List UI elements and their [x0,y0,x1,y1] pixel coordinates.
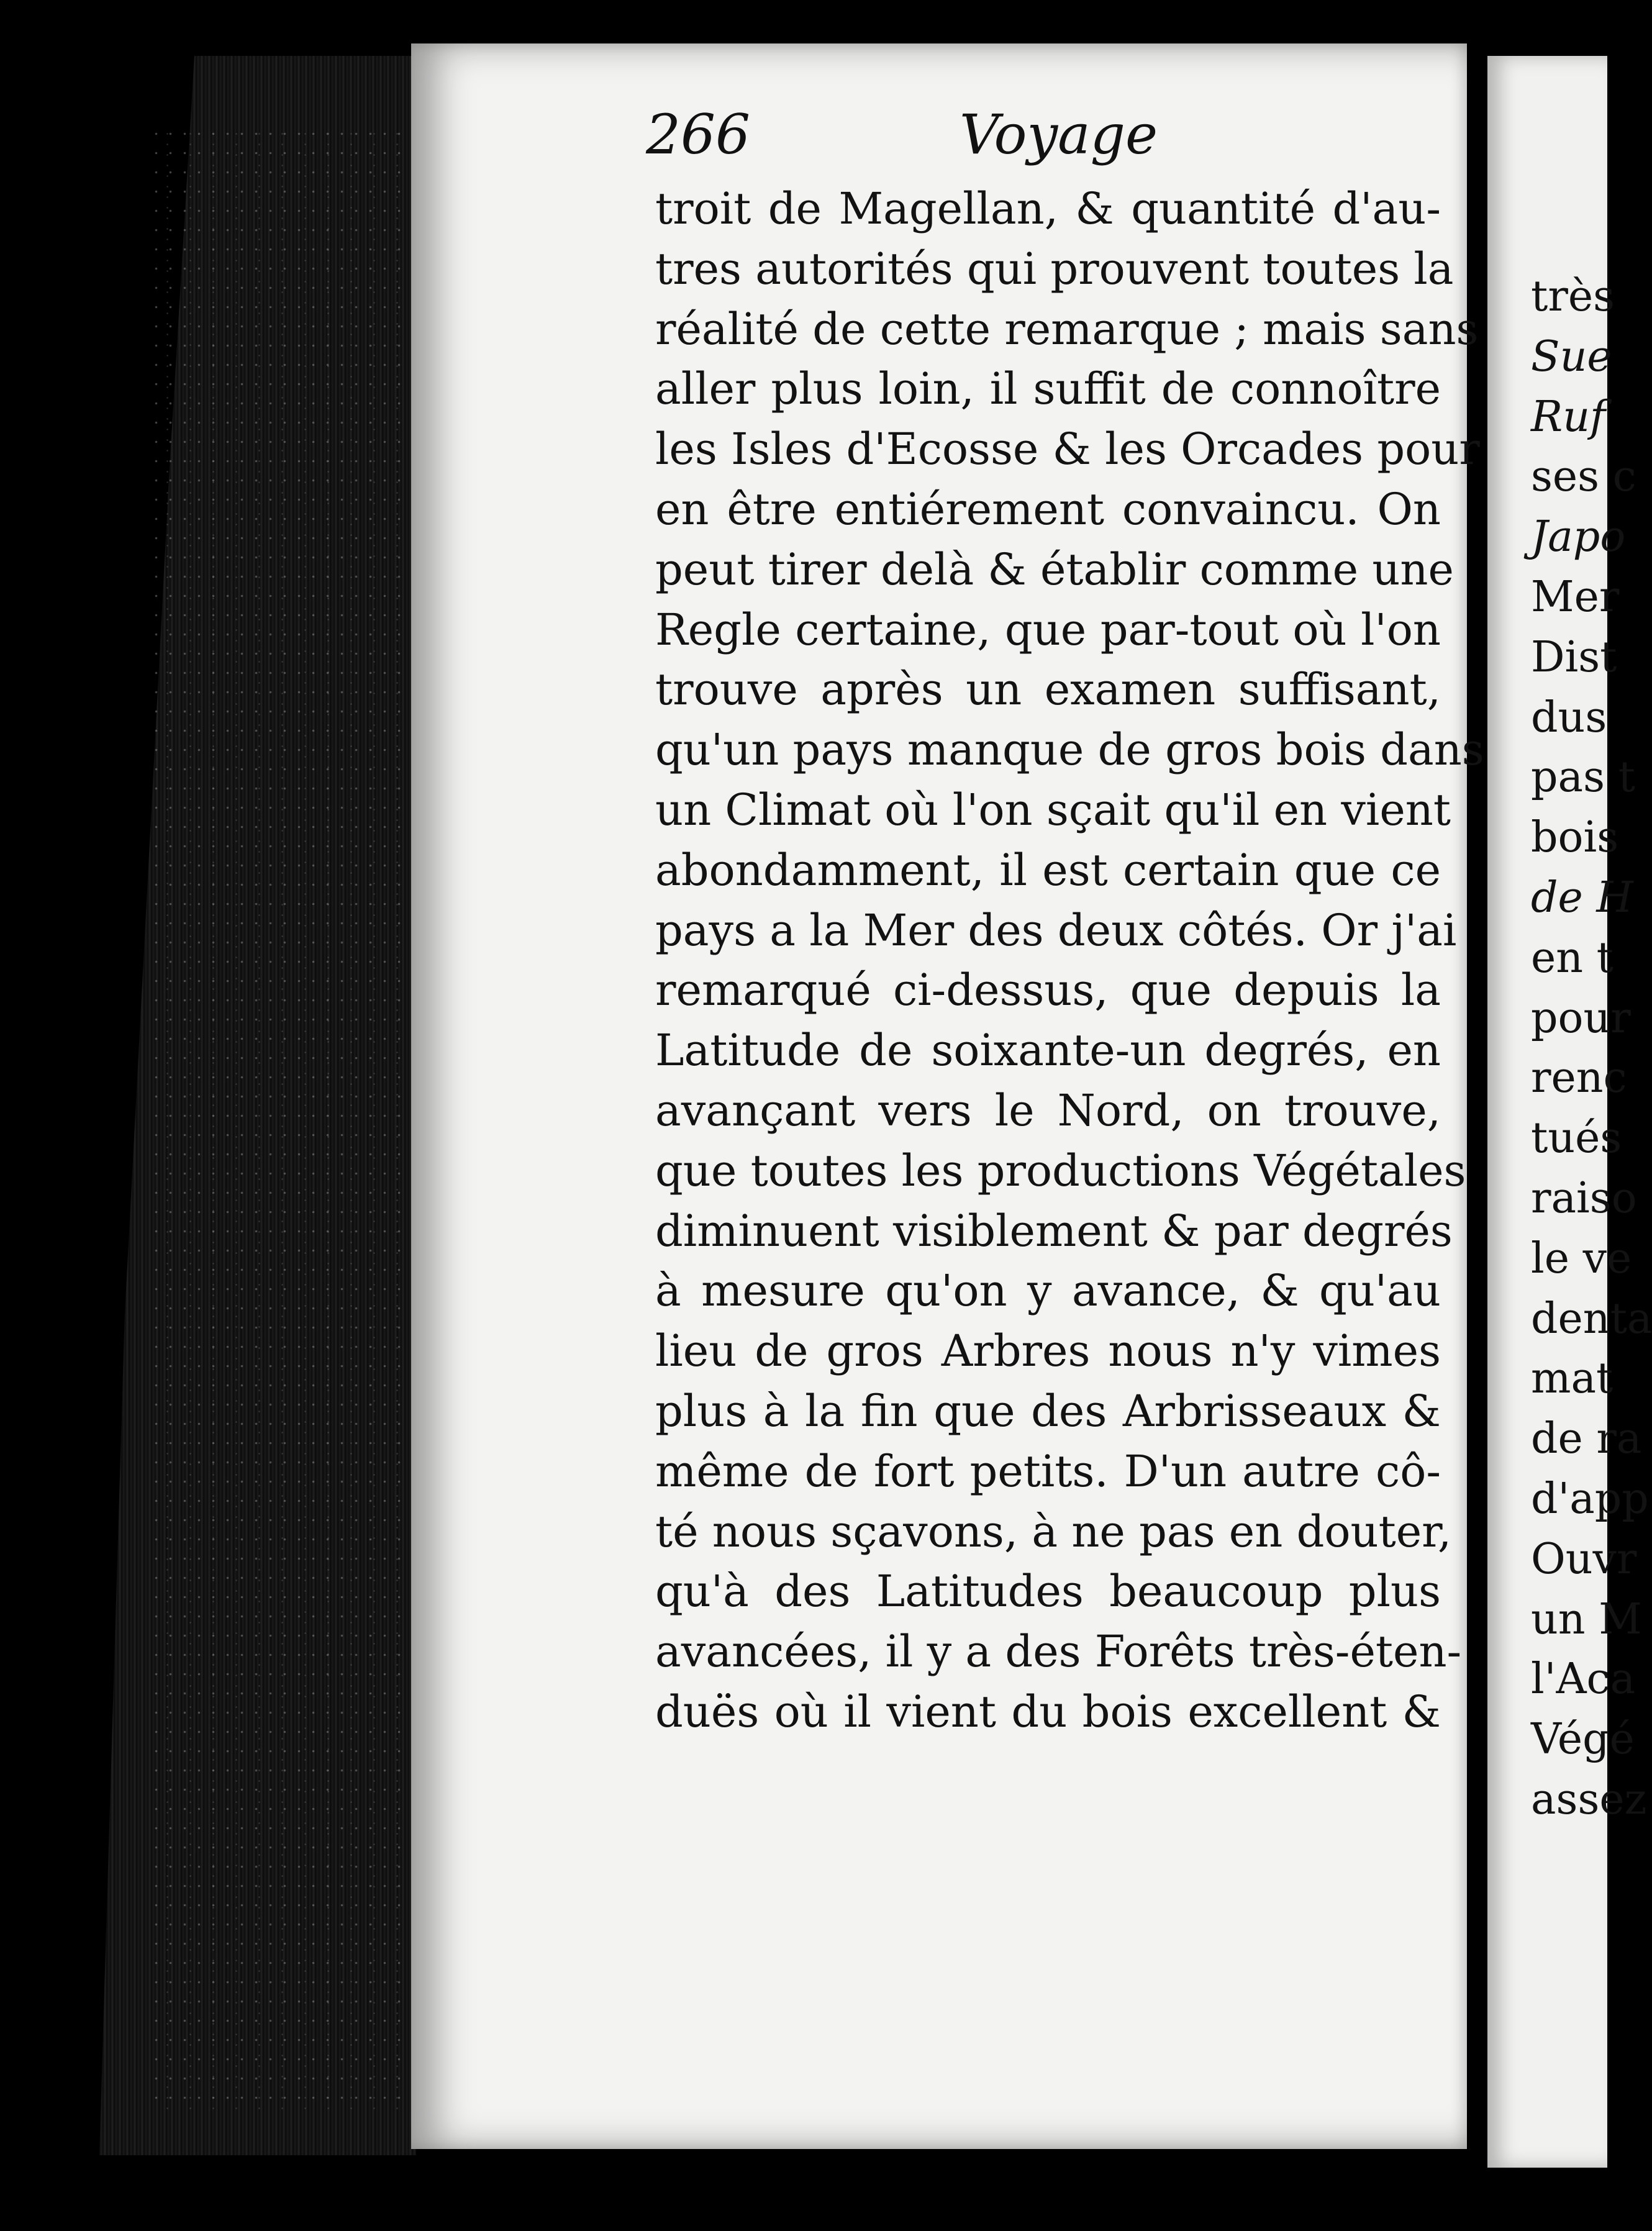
right-page-text [1531,267,1652,1830]
text-line-fragment: raiso [1531,1173,1637,1223]
text-line: troit de Magellan, & quantité d'au- [655,183,1441,234]
text-line: plus à la fin que des Arbrisseaux & [655,1385,1441,1437]
page-header [646,102,1447,177]
text-line: duës où il vient du bois excellent & [655,1686,1441,1737]
text-line-fragment: l'Aca [1531,1655,1636,1704]
text-line: réalité de cette remarque ; mais sans [655,303,1479,355]
text-line: un Climat où l'on sçait qu'il en vient [655,784,1451,835]
text-line: même de fort petits. D'un autre cô- [655,1445,1441,1497]
text-line-fragment: d'app [1531,1474,1649,1524]
text-line: les Isles d'Ecosse & les Orcades pour [655,424,1480,475]
text-line-fragment: Japo [1531,512,1626,562]
text-line: té nous sçavons, à ne pas en douter, [655,1506,1452,1557]
text-line: tres autorités qui prouvent toutes la [655,243,1454,294]
text-line: aller plus loin, il suffit de connoître [655,363,1441,415]
text-line: à mesure qu'on y avance, & qu'au [655,1265,1441,1317]
text-line-fragment: Sue [1531,332,1612,381]
text-line: peut tirer delà & établir comme une [655,543,1454,595]
text-line: qu'un pays manque de gros bois dans [655,724,1484,776]
page-edge-texture [149,124,410,2112]
text-line-fragment: Végé [1531,1715,1635,1765]
text-line: qu'à des Latitudes beaucoup plus [655,1566,1441,1617]
text-line-fragment: denta [1531,1294,1652,1343]
text-line: Regle certaine, que par-tout où l'on [655,604,1441,655]
text-line: lieu de gros Arbres nous n'y vimes [655,1325,1441,1377]
text-line: trouve après un examen suffisant, [655,664,1441,716]
text-line-fragment: ses c [1531,452,1636,502]
text-line: pays a la Mer des deux côtés. Or j'ai [655,904,1457,956]
text-line-fragment: Mer [1531,572,1620,622]
text-line-fragment: assez [1531,1774,1647,1824]
text-line-fragment: Ouvr [1531,1534,1637,1584]
text-line-fragment: un M [1531,1594,1642,1644]
text-line: remarqué ci-dessus, que depuis la [655,965,1441,1016]
text-line-fragment: de ra [1531,1414,1642,1464]
text-line: en être entiérement convaincu. On [655,483,1441,535]
text-line-fragment: pour [1531,993,1631,1043]
text-line-fragment: mat [1531,1354,1613,1404]
text-line: diminuent visiblement & par degrés [655,1205,1453,1256]
right-page [1487,56,1652,2168]
text-line-fragment: le ve [1531,1234,1632,1283]
text-line-fragment: pas t [1531,753,1635,802]
text-line: que toutes les productions Végétales [655,1145,1466,1196]
text-line-fragment: renc [1531,1053,1627,1103]
running-head: Voyage [960,102,1158,166]
text-line: abondamment, il est certain que ce [655,844,1441,896]
text-line-fragment: dus [1531,693,1607,742]
text-line: Latitude de soixante-un degrés, en [655,1025,1441,1076]
text-line-fragment: en t [1531,933,1613,983]
text-line-fragment: Dist [1531,632,1617,682]
text-line: avançant vers le Nord, on trouve, [655,1084,1441,1136]
page-number: 266 [646,102,750,166]
text-line: avancées, il y a des Forêts très-éten- [655,1626,1462,1678]
text-line-fragment: Ruf [1531,392,1606,442]
text-line-fragment: très [1531,272,1615,321]
text-line-fragment: tués [1531,1114,1622,1163]
text-line-fragment: de H [1531,873,1633,922]
body-text [655,179,1484,1742]
text-line-fragment: bois [1531,813,1619,863]
